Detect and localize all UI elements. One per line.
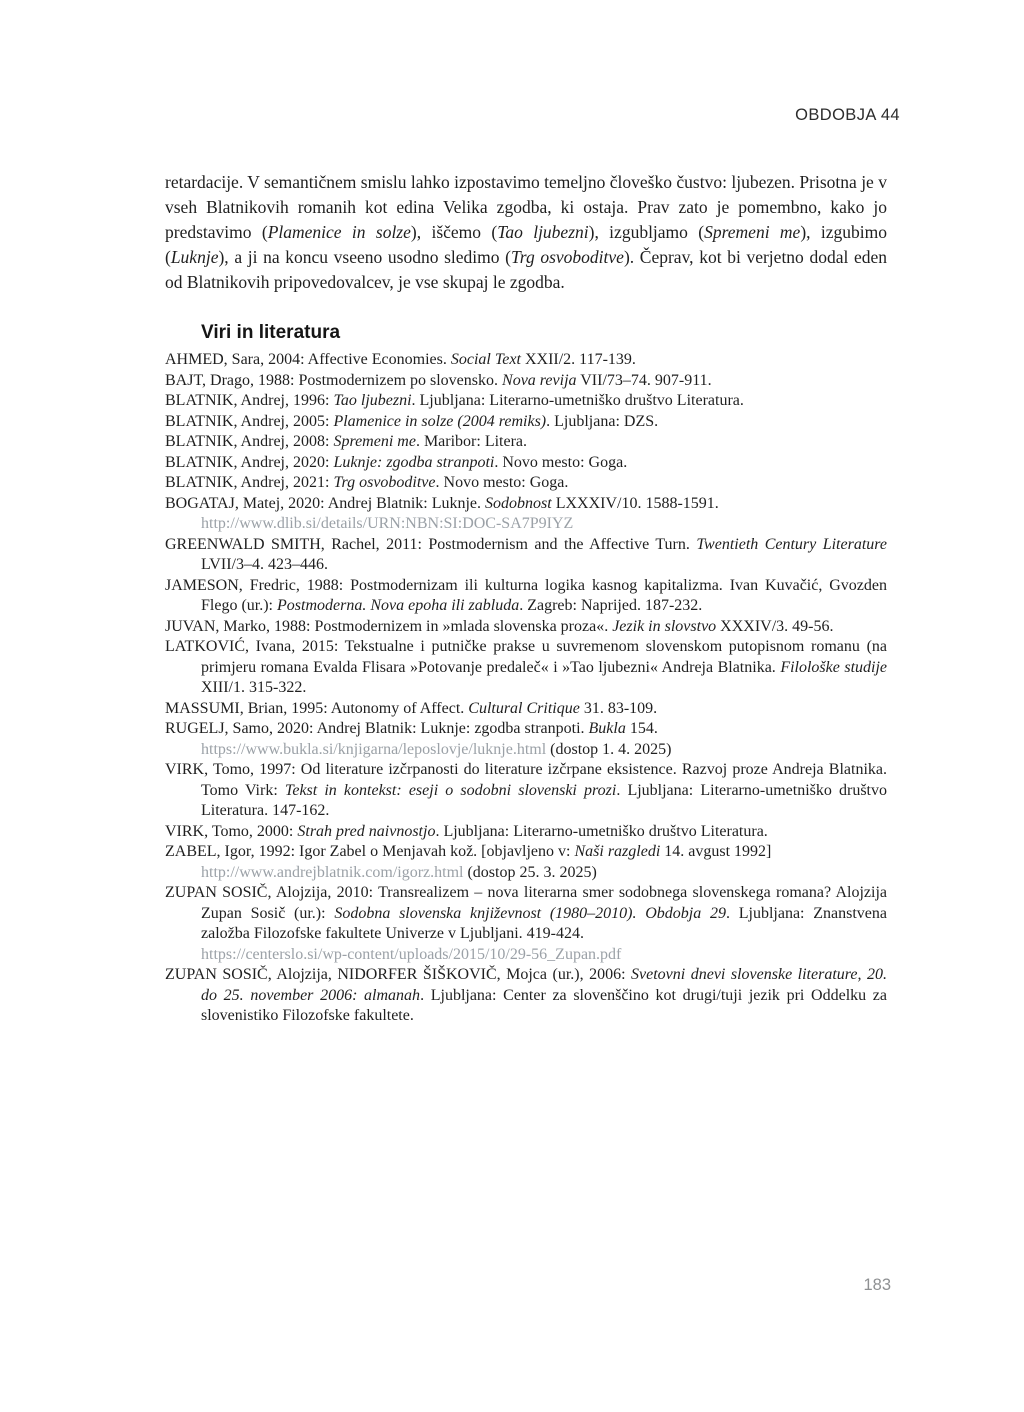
- text-segment: BLATNIK, Andrej, 2005:: [165, 412, 334, 430]
- text-segment: Postmoderna. Nova epoha ili zabluda: [277, 597, 520, 614]
- references-heading: Viri in literatura: [201, 322, 341, 343]
- text-segment: Spremeni me: [333, 433, 416, 450]
- text-segment: Strah pred naivnostjo: [297, 822, 436, 840]
- reference-entry: [165, 760, 887, 822]
- text-segment: RUGELJ, Samo, 2020: Andrej Blatnik: Luknje: zgodba stranpoti.: [165, 720, 589, 737]
- reference-link[interactable]: http://www.dlib.si/details/URN:NBN:SI:DOC-SA7P9IYZ: [201, 515, 574, 532]
- text-segment: BOGATAJ, Matej, 2020: Andrej Blatnik: Luknje.: [165, 494, 486, 512]
- reference-link[interactable]: https://www.bukla.si/knjigarna/leposlovje/luknje.html: [201, 740, 547, 758]
- reference-entry: [165, 473, 887, 494]
- text-segment: Trg osvoboditve: [333, 474, 436, 491]
- text-segment: Plamenice in solze (2004 remiks): [333, 412, 547, 430]
- text-segment: XXII/2. 117-139.: [520, 351, 636, 368]
- text-segment: VIRK, Tomo, 1997: Od literature izčrpanosti do literature izčrpane eksistence. Razvoj proze Andreja Blatnika. Tomo Virk:: [165, 761, 887, 799]
- text-segment: 154.: [625, 720, 658, 737]
- reference-entry: [165, 535, 887, 576]
- reference-entry: [165, 965, 887, 1027]
- text-segment: XXXIV/3. 49-56.: [716, 617, 834, 635]
- text-segment: . Novo mesto: Goga.: [435, 474, 569, 491]
- text-segment: Twentieth Century Literature: [696, 535, 888, 553]
- reference-link[interactable]: http://www.andrejblatnik.com/igorz.html: [201, 863, 464, 881]
- text-segment: ), izgubljamo (: [588, 222, 705, 242]
- text-segment: Naši razgledi: [574, 843, 661, 860]
- reference-entry: [165, 412, 887, 433]
- text-segment: Tekst in kontekst: eseji o sodobni slovenski prozi: [284, 781, 617, 799]
- page-content: [165, 0, 887, 1027]
- text-segment: ). Čeprav, kot bi verjetno dodal eden od Blatnikovih pripovedovalcev, je vse skupaj le zgodba.: [165, 247, 888, 292]
- text-segment: . Ljubljana: Literarno-umetniško društvo Literatura. 147-162.: [201, 781, 887, 819]
- reference-entry: [165, 494, 887, 535]
- text-segment: BLATNIK, Andrej, 2008:: [165, 433, 334, 450]
- text-segment: VIRK, Tomo, 2000:: [165, 822, 298, 840]
- text-segment: Social Text: [450, 351, 521, 368]
- text-segment: ), a ji na koncu vseeno usodno sledimo (: [218, 247, 512, 267]
- reference-entry: [165, 432, 887, 453]
- text-segment: Nova revija: [502, 371, 577, 389]
- text-segment: XIII/1. 315-322.: [201, 679, 307, 696]
- reference-entry: [165, 822, 887, 843]
- text-segment: . Ljubljana: Znanstvena založba Filozofske fakultete Univerze v Ljubljani. 419-424.: [201, 904, 887, 942]
- text-segment: . Ljubljana: Literarno-umetniško društvo Literatura.: [411, 392, 744, 409]
- running-header: OBDOBJA 44: [795, 106, 900, 124]
- text-segment: MASSUMI, Brian, 1995: Autonomy of Affect.: [165, 699, 469, 717]
- text-segment: 31. 83-109.: [579, 699, 658, 717]
- text-segment: (dostop 1. 4. 2025): [546, 740, 672, 758]
- text-segment: . Ljubljana: DZS.: [546, 412, 659, 430]
- text-segment: ZUPAN SOSIČ, Alojzija, NIDORFER ŠIŠKOVIČ, Mojca (ur.), 2006:: [165, 966, 632, 983]
- page-number: 183: [863, 1276, 891, 1294]
- reference-entry: [165, 637, 887, 699]
- text-segment: BLATNIK, Andrej, 2020:: [165, 453, 334, 471]
- text-segment: LATKOVIĆ, Ivana, 2015: Tekstualne i putničke prakse u suvremenom slovenskom putopisnom romanu (na primjeru romana Evalda Flisara »Potovanje predaleč« i »Tao ljubezni« Andreja Blatnika.: [165, 638, 887, 676]
- reference-entry: [165, 699, 887, 720]
- text-segment: 14. avgust 1992]: [660, 843, 772, 860]
- reference-entry: [165, 371, 887, 392]
- text-segment: ZUPAN SOSIČ, Alojzija, 2010: Transrealizem – nova literarna smer sodobnega slovenskega romana? Alojzija Zupan Sosič (ur.):: [165, 884, 887, 922]
- text-segment: Tao ljubezni: [333, 392, 412, 409]
- text-segment: Sodobna slovenska književnost (1980–2010). Obdobja 29: [334, 904, 726, 922]
- reference-entry: [165, 617, 887, 638]
- opening-paragraph: [165, 170, 887, 295]
- text-segment: . Ljubljana: Literarno-umetniško društvo Literatura.: [435, 822, 768, 840]
- text-segment: Luknje: zgodba stranpoti: [333, 453, 495, 471]
- text-segment: Trg osvoboditve: [511, 247, 624, 267]
- text-segment: BLATNIK, Andrej, 2021:: [165, 474, 334, 491]
- text-segment: Filološke studije: [780, 658, 888, 676]
- reference-link[interactable]: https://centerslo.si/wp-content/uploads/2015/10/29-56_Zupan.pdf: [201, 945, 622, 963]
- reference-entry: [165, 453, 887, 474]
- text-segment: Svetovni dnevi slovenske literature, 20. do 25. november 2006: almanah: [201, 966, 887, 1004]
- text-segment: ), iščemo (: [410, 222, 498, 242]
- text-segment: Cultural Critique: [468, 699, 580, 717]
- reference-entry: [165, 883, 887, 965]
- reference-entry: [165, 576, 887, 617]
- text-segment: GREENWALD SMITH, Rachel, 2011: Postmodernism and the Affective Turn.: [165, 535, 697, 553]
- text-segment: . Novo mesto: Goga.: [494, 453, 628, 471]
- text-segment: Sodobnost: [485, 494, 552, 512]
- text-segment: VII/73–74. 907-911.: [576, 371, 712, 389]
- text-segment: JUVAN, Marko, 1988: Postmodernizem in »mlada slovenska proza«.: [165, 617, 613, 635]
- reference-list: [165, 350, 887, 1027]
- text-segment: Spremeni me: [704, 222, 801, 242]
- text-segment: (dostop 25. 3. 2025): [463, 863, 597, 881]
- text-segment: ), izgubimo (: [165, 222, 887, 267]
- text-segment: retardacije. V semantičnem smislu lahko izpostavimo temeljno človeško čustvo: ljubezen. Prisotna je v vseh Blatnikovih romanih kot edina Velika zgodba, ki ostaja. Prav zato je pomembno, kako jo predstavimo (: [165, 172, 887, 242]
- text-segment: ZABEL, Igor, 1992: Igor Zabel o Menjavah kož. [objavljeno v:: [165, 843, 575, 860]
- text-segment: AHMED, Sara, 2004: Affective Economies.: [165, 351, 451, 368]
- text-segment: BAJT, Drago, 1988: Postmodernizem po slovensko.: [165, 371, 503, 389]
- text-segment: JAMESON, Fredric, 1988: Postmodernizam ili kulturna logika kasnog kapitalizma. Ivan Kuvačić, Gvozden Flego (ur.):: [165, 576, 887, 614]
- reference-entry: [165, 719, 887, 760]
- text-segment: LVII/3–4. 423–446.: [201, 556, 328, 573]
- text-segment: LXXXIV/10. 1588-1591.: [551, 494, 719, 512]
- text-segment: Bukla: [588, 720, 626, 737]
- text-segment: . Zagreb: Naprijed. 187-232.: [519, 597, 703, 614]
- text-segment: BLATNIK, Andrej, 1996:: [165, 392, 334, 409]
- text-segment: Luknje: [170, 247, 219, 267]
- reference-entry: [165, 350, 887, 371]
- text-segment: Jezik in slovstvo: [612, 617, 717, 635]
- reference-entry: [165, 391, 887, 412]
- text-segment: Tao ljubezni: [497, 222, 589, 242]
- text-segment: . Ljubljana: Center za slovenščino kot drugi/tuji jezik pri Oddelku za slovenistiko Filozofske fakultete.: [201, 986, 887, 1024]
- reference-entry: [165, 842, 887, 883]
- text-segment: Plamenice in solze: [267, 222, 411, 242]
- text-segment: . Maribor: Litera.: [415, 433, 528, 450]
